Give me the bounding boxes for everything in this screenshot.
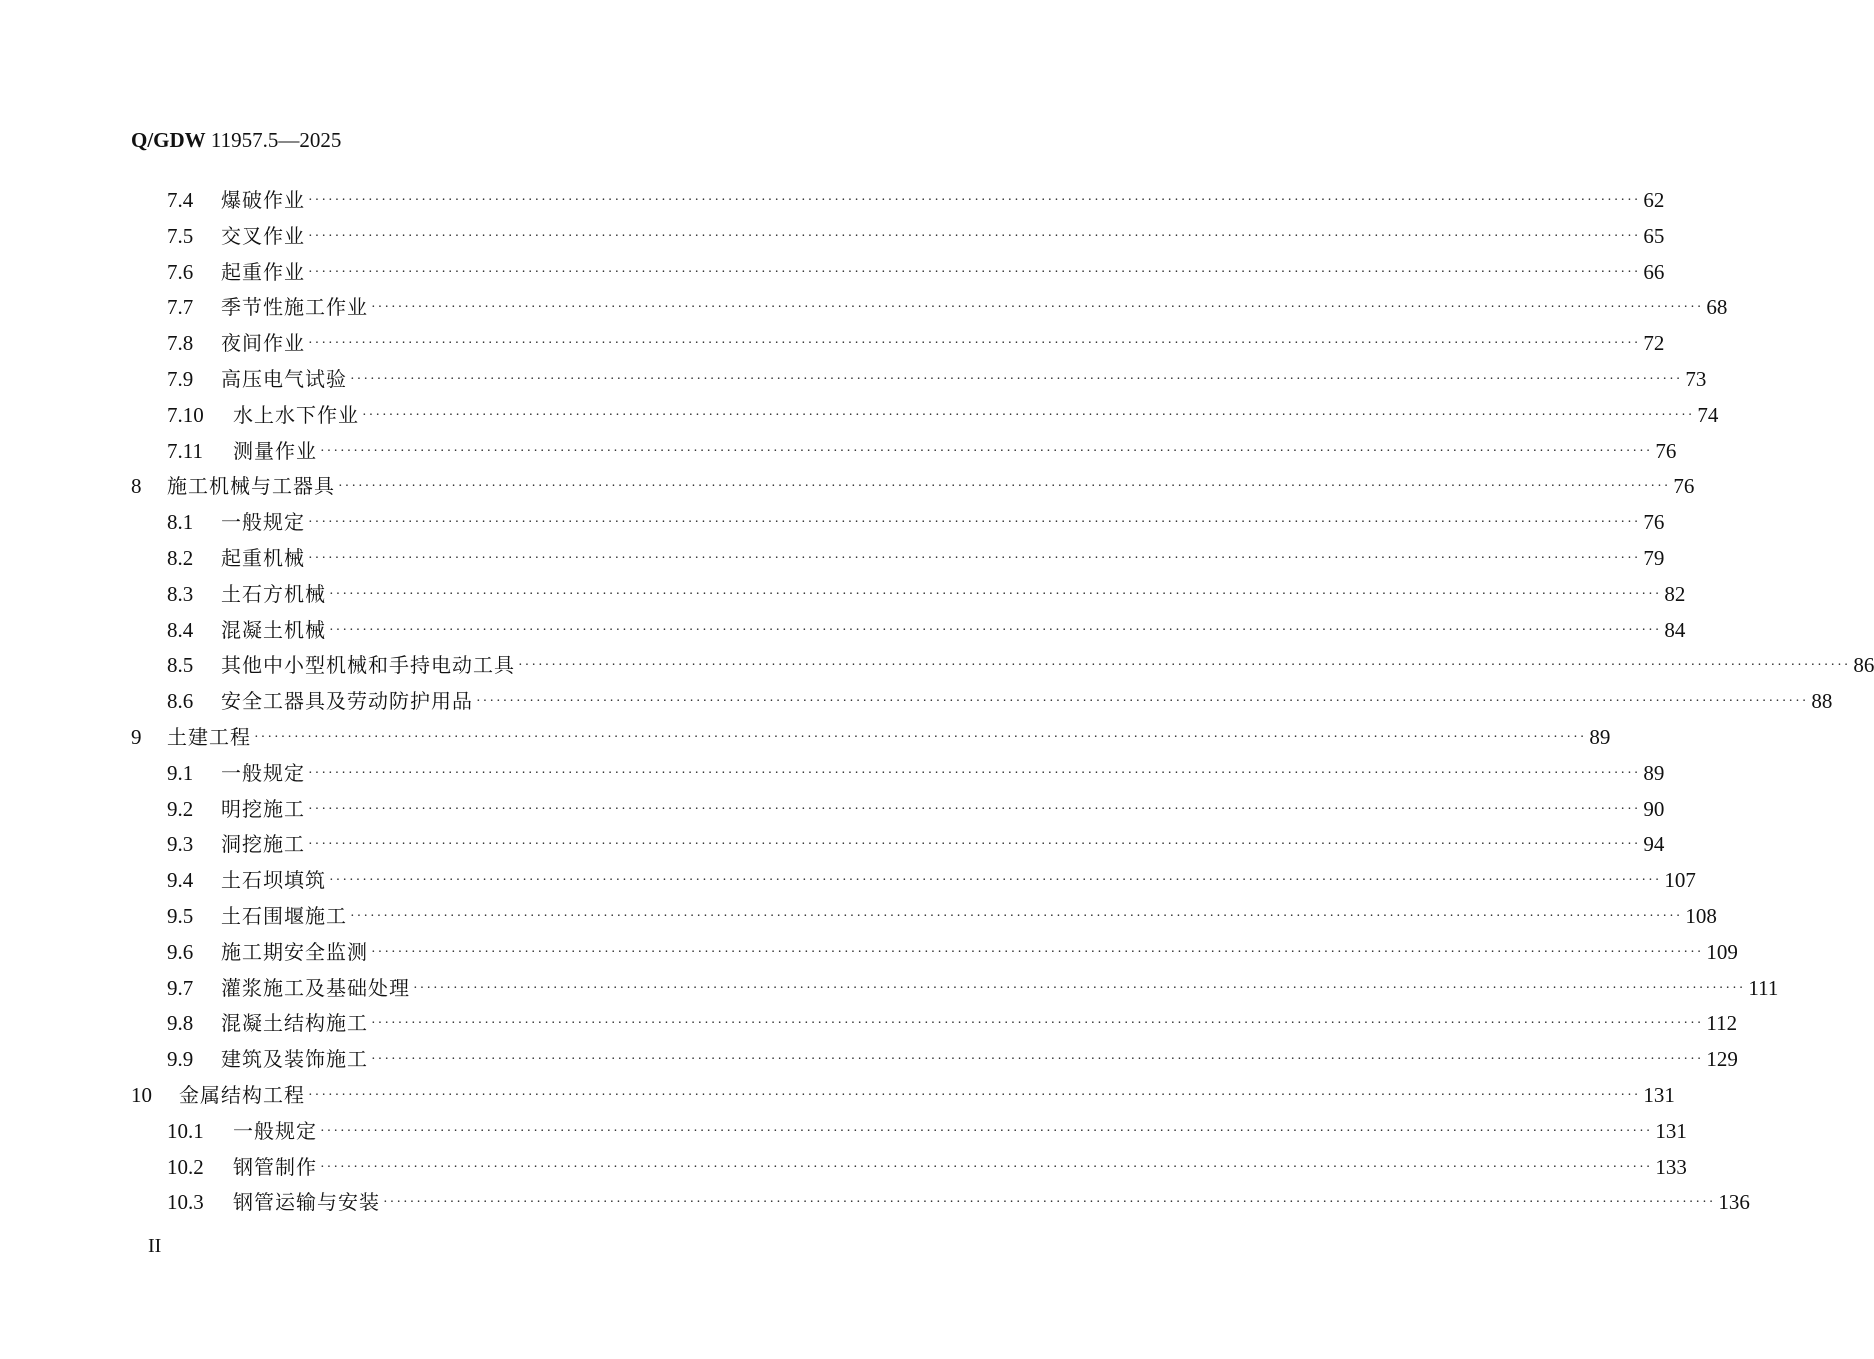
toc-dot-leader: ········································································································································································································ (371, 1016, 1704, 1032)
toc-entry-title: 土石方机械 (221, 581, 326, 606)
toc-section-entry[interactable] (167, 1153, 1687, 1181)
toc-entry-page-number: 107 (1664, 868, 1696, 893)
toc-section-entry[interactable] (167, 616, 1686, 644)
toc-section-entry[interactable] (167, 544, 1665, 572)
toc-entry-number: 9.5 (167, 904, 194, 928)
toc-entry-page-number: 65 (1643, 223, 1665, 248)
toc-entry-page-number: 76 (1655, 438, 1677, 463)
toc-section-entry[interactable] (167, 222, 1665, 250)
toc-entry-page-number: 68 (1706, 295, 1728, 320)
toc-entry-page-number: 76 (1673, 474, 1695, 499)
toc-entry-number: 9.1 (167, 760, 194, 785)
toc-entry-number: 9.7 (167, 975, 194, 1000)
toc-section-entry[interactable] (167, 580, 1686, 608)
toc-chapter-entry[interactable] (131, 1081, 1675, 1109)
toc-entry-number: 8.4 (167, 617, 194, 642)
toc-dot-leader: ········································································································································································································ (329, 873, 1662, 889)
toc-dot-leader: ········································································································································································································ (362, 407, 1695, 423)
toc-dot-leader: ········································································································································································································ (518, 658, 1851, 674)
toc-entry-page-number: 136 (1718, 1190, 1750, 1215)
toc-section-entry[interactable] (167, 293, 1728, 321)
toc-entry-number: 8.6 (167, 689, 194, 714)
toc-section-entry[interactable] (167, 437, 1677, 465)
toc-section-entry[interactable] (167, 687, 1833, 715)
toc-entry-title: 起重作业 (221, 259, 305, 284)
toc-chapter-entry[interactable] (131, 472, 1695, 500)
toc-dot-leader: ········································································································································································································ (329, 622, 1662, 638)
toc-entry-page-number: 131 (1643, 1083, 1675, 1107)
toc-section-entry[interactable] (167, 1009, 1738, 1037)
toc-entry-page-number: 129 (1706, 1047, 1738, 1072)
toc-entry-page-number: 76 (1643, 510, 1665, 535)
toc-dot-leader: ········································································································································································································ (320, 1123, 1653, 1139)
toc-entry-number: 8.3 (167, 581, 194, 606)
toc-section-entry[interactable] (167, 1045, 1738, 1073)
toc-dot-leader: ········································································································································································································ (383, 1195, 1716, 1211)
toc-entry-page-number: 88 (1811, 689, 1833, 714)
toc-entry-title: 钢管运输与安装 (233, 1190, 380, 1215)
toc-entry-page-number: 72 (1643, 331, 1665, 356)
toc-dot-leader: ········································································································································································································ (254, 730, 1587, 745)
toc-dot-leader: ········································································································································································································ (308, 551, 1641, 566)
toc-dot-leader: ········································································································································································································ (476, 694, 1809, 710)
toc-entry-number: 9.8 (167, 1011, 194, 1036)
toc-dot-leader: ········································································································································································································ (308, 837, 1641, 853)
toc-section-entry[interactable] (167, 795, 1665, 823)
toc-dot-leader: ········································································································································································································ (308, 1088, 1641, 1103)
toc-entry-page-number: 89 (1643, 760, 1665, 785)
toc-entry-number: 9 (131, 725, 142, 749)
toc-entry-number: 7.6 (167, 259, 194, 284)
toc-entry-number: 9.6 (167, 939, 194, 964)
toc-entry-title: 爆破作业 (221, 188, 305, 212)
toc-dot-leader: ········································································································································································································ (308, 193, 1641, 208)
toc-entry-title: 混凝土机械 (221, 617, 326, 642)
toc-entry-title: 夜间作业 (221, 331, 305, 356)
toc-entry-page-number: 79 (1643, 546, 1665, 570)
toc-dot-leader: ········································································································································································································ (308, 515, 1641, 531)
toc-entry-title: 建筑及装饰施工 (221, 1047, 368, 1072)
toc-dot-leader: ········································································································································································································ (308, 228, 1641, 244)
toc-dot-leader: ········································································································································································································ (308, 801, 1641, 817)
toc-section-entry[interactable] (167, 508, 1665, 536)
toc-section-entry[interactable] (167, 1188, 1750, 1216)
toc-entry-page-number: 108 (1685, 904, 1717, 928)
toc-dot-leader: ········································································································································································································ (413, 980, 1746, 996)
toc-entry-title: 灌浆施工及基础处理 (221, 975, 410, 1000)
toc-entry-page-number: 62 (1643, 188, 1665, 212)
toc-entry-page-number: 131 (1655, 1118, 1687, 1143)
toc-dot-leader: ········································································································································································································ (308, 336, 1641, 352)
toc-entry-title: 土建工程 (167, 725, 251, 749)
toc-dot-leader: ········································································································································································································ (338, 479, 1671, 495)
toc-entry-title: 水上水下作业 (233, 402, 359, 427)
toc-dot-leader: ········································································································································································································ (308, 264, 1641, 280)
toc-entry-page-number: 89 (1589, 725, 1611, 749)
toc-entry-page-number: 66 (1643, 259, 1665, 284)
toc-dot-leader: ········································································································································································································ (329, 586, 1662, 602)
toc-entry-number: 9.3 (167, 832, 194, 857)
toc-entry-page-number: 109 (1706, 939, 1738, 964)
toc-section-entry[interactable] (167, 830, 1665, 858)
toc-dot-leader: ········································································································································································································ (371, 300, 1704, 316)
toc-section-entry[interactable] (167, 329, 1665, 357)
toc-entry-title: 金属结构工程 (179, 1083, 305, 1107)
toc-entry-title: 钢管制作 (233, 1154, 317, 1179)
toc-dot-leader: ········································································································································································································ (350, 909, 1683, 924)
toc-entry-page-number: 94 (1643, 832, 1665, 857)
toc-dot-leader: ········································································································································································································ (371, 1052, 1704, 1068)
toc-entry-page-number: 82 (1664, 581, 1686, 606)
toc-entry-title: 混凝土结构施工 (221, 1011, 368, 1036)
toc-entry-title: 一般规定 (233, 1118, 317, 1143)
toc-dot-leader: ········································································································································································································ (320, 443, 1653, 459)
toc-dot-leader: ········································································································································································································ (320, 1159, 1653, 1175)
toc-entry-title: 交叉作业 (221, 223, 305, 248)
toc-section-entry[interactable] (167, 651, 1874, 679)
toc-chapter-entry[interactable] (131, 723, 1611, 751)
toc-section-entry[interactable] (167, 902, 1717, 930)
toc-entry-title: 其他中小型机械和手持电动工具 (221, 653, 515, 678)
toc-entry-number: 8.5 (167, 653, 194, 678)
toc-entry-page-number: 111 (1748, 975, 1779, 1000)
toc-entry-number: 7.7 (167, 295, 194, 320)
toc-entry-number: 10.1 (167, 1118, 204, 1143)
toc-entry-page-number: 73 (1685, 367, 1707, 391)
toc-section-entry[interactable] (167, 1117, 1687, 1145)
toc-entry-title: 施工期安全监测 (221, 939, 368, 964)
toc-entry-number: 9.4 (167, 868, 194, 893)
toc-entry-number: 9.2 (167, 796, 194, 821)
toc-section-entry[interactable] (167, 365, 1707, 393)
toc-section-entry[interactable] (167, 938, 1738, 966)
toc-entry-title: 明挖施工 (221, 796, 305, 821)
toc-section-entry[interactable] (167, 759, 1665, 787)
toc-entry-number: 7.4 (167, 188, 194, 212)
toc-entry-title: 土石坝填筑 (221, 868, 326, 893)
toc-entry-number: 9.9 (167, 1047, 194, 1072)
toc-entry-page-number: 112 (1706, 1011, 1738, 1036)
toc-entry-title: 一般规定 (221, 760, 305, 785)
toc-entry-title: 季节性施工作业 (221, 295, 368, 320)
toc-entry-number: 7.8 (167, 331, 194, 356)
toc-dot-leader: ········································································································································································································ (350, 372, 1683, 387)
toc-entry-number: 10 (131, 1083, 152, 1107)
toc-entry-title: 测量作业 (233, 438, 317, 463)
toc-entry-page-number: 86 (1853, 653, 1874, 678)
document-code-number: 11957.5—2025 (210, 128, 342, 152)
toc-entry-number: 7.10 (167, 402, 204, 427)
toc-entry-title: 一般规定 (221, 510, 305, 535)
toc-entry-number: 7.9 (167, 367, 194, 391)
toc-dot-leader: ········································································································································································································ (371, 944, 1704, 960)
toc-section-entry[interactable] (167, 186, 1665, 214)
toc-section-entry[interactable] (167, 258, 1665, 286)
toc-entry-title: 起重机械 (221, 546, 305, 570)
toc-entry-number: 8 (131, 474, 142, 499)
toc-entry-page-number: 74 (1697, 402, 1719, 427)
toc-entry-number: 8.1 (167, 510, 194, 535)
toc-entry-page-number: 133 (1655, 1154, 1687, 1179)
toc-entry-number: 10.2 (167, 1154, 204, 1179)
page-number: II (148, 1235, 162, 1257)
toc-entry-title: 施工机械与工器具 (167, 474, 335, 499)
toc-entry-number: 10.3 (167, 1190, 204, 1215)
toc-entry-title: 洞挖施工 (221, 832, 305, 857)
toc-section-entry[interactable] (167, 401, 1719, 429)
toc-entry-title: 高压电气试验 (221, 367, 347, 391)
toc-dot-leader: ········································································································································································································ (308, 765, 1641, 781)
toc-entry-title: 土石围堰施工 (221, 904, 347, 928)
toc-entry-number: 7.5 (167, 223, 194, 248)
toc-entry-title: 安全工器具及劳动防护用品 (221, 689, 473, 714)
toc-entry-page-number: 90 (1643, 796, 1665, 821)
toc-section-entry[interactable] (167, 866, 1696, 894)
document-code-prefix: Q/GDW (131, 128, 206, 152)
toc-entry-page-number: 84 (1664, 617, 1686, 642)
toc-entry-number: 8.2 (167, 546, 194, 570)
toc-section-entry[interactable] (167, 974, 1779, 1002)
toc-entry-number: 7.11 (167, 438, 203, 463)
